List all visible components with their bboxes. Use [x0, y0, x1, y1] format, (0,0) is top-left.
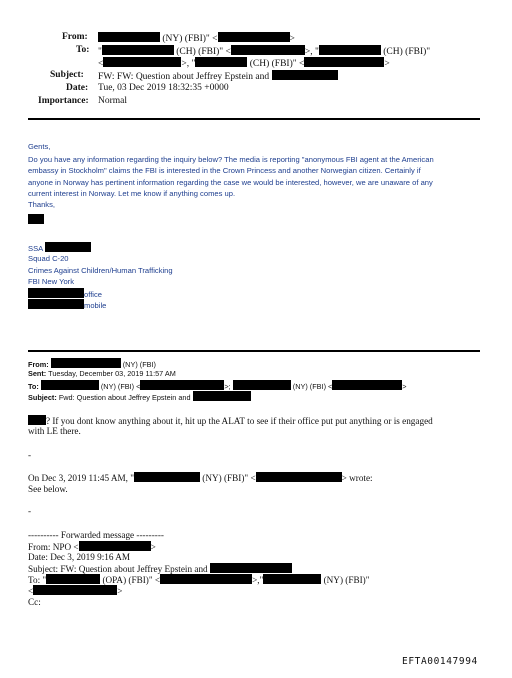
body-line: Do you have any information regarding the inquiry below? The media is reporting "anonymous FBI agent at the American — [28, 155, 434, 164]
redaction — [51, 358, 121, 368]
redaction — [195, 57, 247, 67]
dash: - — [28, 450, 32, 460]
redaction — [160, 574, 252, 584]
redaction — [28, 210, 44, 228]
fwd1-to: To: (NY) (FBI) < >; (NY) (FBI) < > — [28, 382, 407, 391]
signature-office-phone: office — [28, 288, 102, 299]
redaction — [103, 57, 181, 67]
redaction — [233, 380, 291, 390]
body-paragraph — [28, 154, 434, 200]
header-divider — [28, 118, 480, 120]
message-line2: with LE there. — [28, 426, 81, 436]
signature-unit: Crimes Against Children/Human Trafficking — [28, 266, 173, 275]
redaction — [33, 585, 117, 595]
redaction — [304, 57, 384, 67]
fwd2-from: From: NPO < > — [28, 542, 156, 552]
body-line: current interest in Norway. Let me know if anything comes up. — [28, 189, 236, 199]
redaction — [28, 299, 84, 309]
signature-mobile-phone: mobile — [28, 299, 106, 310]
forward-divider — [28, 350, 480, 352]
redaction — [263, 574, 321, 584]
redaction — [140, 380, 224, 390]
date-value: Tue, 03 Dec 2019 18:32:35 +0000 — [98, 83, 229, 93]
body-line: embassy in Stockholm" claims the FBI is interested in the Crown Princess and another Norwegian citizen. Certainly if — [28, 166, 421, 176]
redaction — [98, 32, 160, 42]
to-value-line1: " (CH) (FBI)" < >, " (CH) (FBI)" — [98, 47, 431, 57]
redaction — [256, 472, 342, 482]
document-id: EFTA00147994 — [402, 656, 478, 667]
fwd2-subject: Subject: FW: Question about Jeffrey Epstein and — [28, 563, 292, 574]
thanks: Thanks, — [28, 200, 56, 209]
to-label: To: — [76, 45, 90, 55]
subject-value: FW: FW: Question about Jeffrey Epstein and — [98, 70, 338, 82]
see-below: See below. — [28, 484, 68, 494]
to-value-line2: < >, " (CH) (FBI)" < > — [98, 59, 390, 69]
redaction — [272, 70, 338, 80]
redaction — [210, 563, 292, 573]
fwd1-subject: Subject: Fwd: Question about Jeffrey Epstein and — [28, 391, 251, 402]
redaction — [332, 380, 402, 390]
redaction — [28, 288, 84, 298]
fwd1-sent: Sent: Tuesday, December 03, 2019 11:57 AM — [28, 369, 176, 378]
redaction — [193, 391, 251, 401]
redaction — [102, 45, 174, 55]
redaction — [319, 45, 381, 55]
fwd2-to-line2: < > — [28, 586, 123, 596]
from-label: From: — [62, 32, 88, 42]
redaction — [28, 415, 46, 425]
from-mid-text: (NY) (FBI)" < — [160, 34, 218, 44]
redaction — [218, 32, 290, 42]
subject-label: Subject: — [50, 70, 84, 80]
redaction — [41, 380, 99, 390]
greeting: Gents, — [28, 142, 51, 151]
date-label: Date: — [66, 83, 89, 93]
importance-label: Importance: — [38, 96, 89, 106]
body-line: anyone in Norway has pertinent information regarding the case we would be interested, however, we are unaware of any — [28, 177, 433, 187]
dash: - — [28, 506, 32, 516]
signature-title: SSA — [28, 242, 91, 253]
redaction — [231, 45, 305, 55]
fwd1-from: From: (NY) (FBI) — [28, 360, 156, 369]
redaction — [134, 472, 200, 482]
fwd2-to: To: " (OPA) (FBI)" < >," (NY) (FBI)" — [28, 575, 370, 585]
fwd2-cc: Cc: — [28, 597, 41, 607]
message-line1: ? If you dont know anything about it, hit up the ALAT to see if their office put put anything or is engaged — [28, 415, 433, 426]
signature-squad: Squad C-20 — [28, 254, 69, 263]
redaction — [79, 541, 151, 551]
forwarded-message-header: ---------- Forwarded message --------- — [28, 530, 164, 540]
from-value: (NY) (FBI)" < > — [98, 32, 295, 44]
importance-value: Normal — [98, 96, 128, 106]
signature-office: FBI New York — [28, 277, 75, 286]
redaction — [46, 574, 100, 584]
redaction — [45, 242, 91, 252]
quote-intro: On Dec 3, 2019 11:45 AM, " (NY) (FBI)" < > wrote: — [28, 473, 373, 483]
fwd2-date: Date: Dec 3, 2019 9:16 AM — [28, 552, 131, 562]
